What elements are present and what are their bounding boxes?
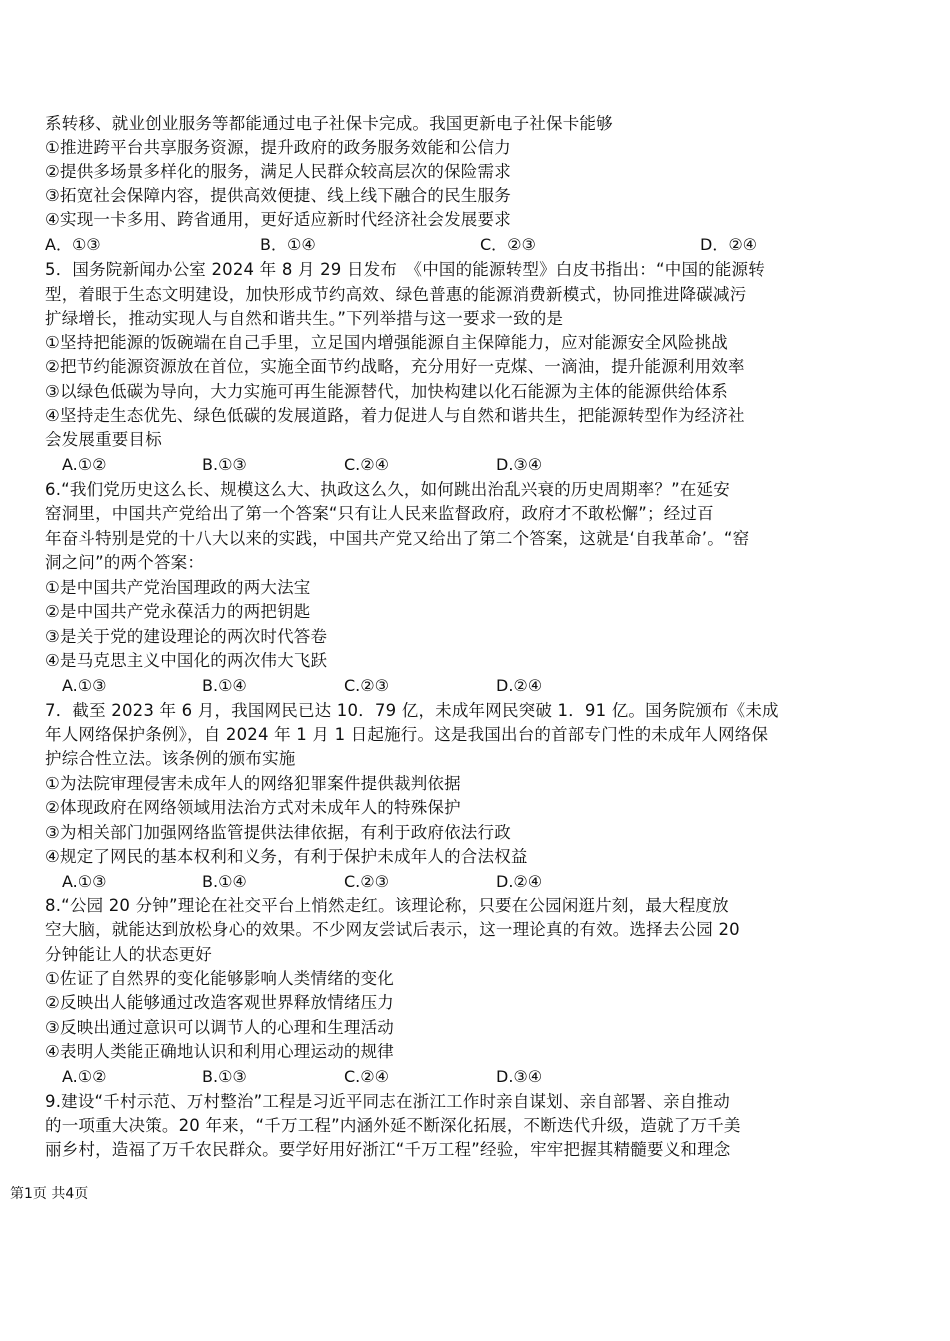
q5-option-b: B.①③	[202, 455, 247, 474]
q8-item-1: ①佐证了自然界的变化能够影响人类情绪的变化	[45, 969, 394, 988]
q6-stem-line-3: 年奋斗特别是党的十八大以来的实践，中国共产党又给出了第二个答案，这就是‘自我革命’。“窑	[45, 529, 750, 548]
q6-option-c: C.②③	[344, 676, 389, 695]
q7-option-c: C.②③	[344, 872, 389, 891]
q6-stem-line-4: 洞之问”的两个答案：	[45, 553, 205, 572]
q5-stem-line-1: 5．国务院新闻办公室 2024 年 8 月 29 日发布 《中国的能源转型》白皮书指出：“中国的能源转	[45, 260, 765, 279]
q6-item-4: ④是马克思主义中国化的两次伟大飞跃	[45, 651, 328, 670]
q8-item-3: ③反映出通过意识可以调节人的心理和生理活动	[45, 1018, 394, 1037]
q6-option-b: B.①④	[202, 676, 247, 695]
q5-option-c: C.②④	[344, 455, 389, 474]
q5-item-1: ①坚持把能源的饭碗端在自己手里，立足国内增强能源自主保障能力，应对能源安全风险挑战	[45, 333, 728, 352]
q6-item-2: ②是中国共产党永葆活力的两把钥匙	[45, 602, 311, 621]
q6-item-1: ①是中国共产党治国理政的两大法宝	[45, 578, 311, 597]
q4-item-3: ③拓宽社会保障内容，提供高效便捷、线上线下融合的民生服务	[45, 186, 511, 205]
q8-stem-line-1: 8.“公园 20 分钟”理论在社交平台上悄然走红。该理论称，只要在公园闲逛片刻，最大程度放	[45, 896, 729, 915]
q5-item-4: ④坚持走生态优先、绿色低碳的发展道路，着力促进人与自然和谐共生，把能源转型作为经济社	[45, 406, 745, 425]
q7-option-a: A.①③	[62, 872, 107, 891]
q9-stem-line-3: 丽乡村，造福了万千农民群众。要学好用好浙江“千万工程”经验，牢牢把握其精髓要义和理念	[45, 1140, 731, 1159]
q5-item-4-cont: 会发展重要目标	[45, 430, 162, 449]
q8-item-4: ④表明人类能正确地认识和利用心理运动的规律	[45, 1042, 394, 1061]
q7-item-3: ③为相关部门加强网络监管提供法律依据，有利于政府依法行政	[45, 823, 511, 842]
q7-stem-line-2: 年人网络保护条例》，自 2024 年 1 月 1 日起施行。这是我国出台的首部专门性的未成年人网络保	[45, 725, 769, 744]
q5-item-2: ②把节约能源资源放在首位，实施全面节约战略，充分用好一克煤、一滴油，提升能源利用效率	[45, 357, 745, 376]
q6-item-3: ③是关于党的建设理论的两次时代答卷	[45, 627, 328, 646]
q7-stem-line-1: 7．截至 2023 年 6 月，我国网民已达 10．79 亿，未成年网民突破 1．91 亿。国务院颁布《未成	[45, 701, 779, 720]
q8-option-b: B.①③	[202, 1067, 247, 1086]
q6-option-a: A.①③	[62, 676, 107, 695]
page-number-footer: 第1页 共4页	[10, 1186, 89, 1202]
q8-stem-line-2: 空大脑，就能达到放松身心的效果。不少网友尝试后表示，这一理论真的有效。选择去公园 20	[45, 920, 740, 939]
q8-option-a: A.①②	[62, 1067, 107, 1086]
q5-option-a: A.①②	[62, 455, 107, 474]
q8-option-c: C.②④	[344, 1067, 389, 1086]
q4-option-c: C．②③	[480, 235, 536, 254]
q6-option-d: D.②④	[496, 676, 543, 695]
q4-item-1: ①推进跨平台共享服务资源，提升政府的政务服务效能和公信力	[45, 138, 511, 157]
q4-item-4: ④实现一卡多用、跨省通用，更好适应新时代经济社会发展要求	[45, 210, 511, 229]
q7-option-b: B.①④	[202, 872, 247, 891]
q5-option-d: D.③④	[496, 455, 543, 474]
q5-stem-line-3: 扩绿增长，推动实现人与自然和谐共生。”下列举措与这一要求一致的是	[45, 309, 564, 328]
q4-stem-line: 系转移、就业创业服务等都能通过电子社保卡完成。我国更新电子社保卡能够	[45, 114, 613, 133]
q8-item-2: ②反映出人能够通过改造客观世界释放情绪压力	[45, 993, 394, 1012]
q4-item-2: ②提供多场景多样化的服务，满足人民群众较高层次的保险需求	[45, 162, 511, 181]
q5-item-3: ③以绿色低碳为导向，大力实施可再生能源替代，加快构建以化石能源为主体的能源供给体系	[45, 382, 728, 401]
q4-option-d: D．②④	[700, 235, 758, 254]
q9-stem-line-1: 9.建设“千村示范、万村整治”工程是习近平同志在浙江工作时亲自谋划、亲自部署、亲自推动	[45, 1092, 730, 1111]
q8-option-d: D.③④	[496, 1067, 543, 1086]
q7-item-2: ②体现政府在网络领域用法治方式对未成年人的特殊保护	[45, 798, 461, 817]
q7-option-d: D.②④	[496, 872, 543, 891]
q4-option-b: B．①④	[260, 235, 316, 254]
q7-item-4: ④规定了网民的基本权利和义务，有利于保护未成年人的合法权益	[45, 847, 528, 866]
q7-stem-line-3: 护综合性立法。该条例的颁布实施	[45, 749, 296, 768]
q7-item-1: ①为法院审理侵害未成年人的网络犯罪案件提供裁判依据	[45, 774, 461, 793]
q6-stem-line-2: 窑洞里，中国共产党给出了第一个答案“只有让人民来监督政府，政府才不敢松懈”；经过百	[45, 504, 714, 523]
q5-stem-line-2: 型，着眼于生态文明建设，加快形成节约高效、绿色普惠的能源消费新模式，协同推进降碳减污	[45, 285, 747, 304]
q4-option-a: A．①③	[45, 235, 101, 254]
q9-stem-line-2: 的一项重大决策。20 年来，“千万工程”内涵外延不断深化拓展，不断迭代升级，造就了万千美	[45, 1116, 741, 1135]
q8-stem-line-3: 分钟能让人的状态更好	[45, 945, 212, 964]
q6-stem-line-1: 6.“我们党历史这么长、规模这么大、执政这么久，如何跳出治乱兴衰的历史周期率？”在延安	[45, 480, 730, 499]
